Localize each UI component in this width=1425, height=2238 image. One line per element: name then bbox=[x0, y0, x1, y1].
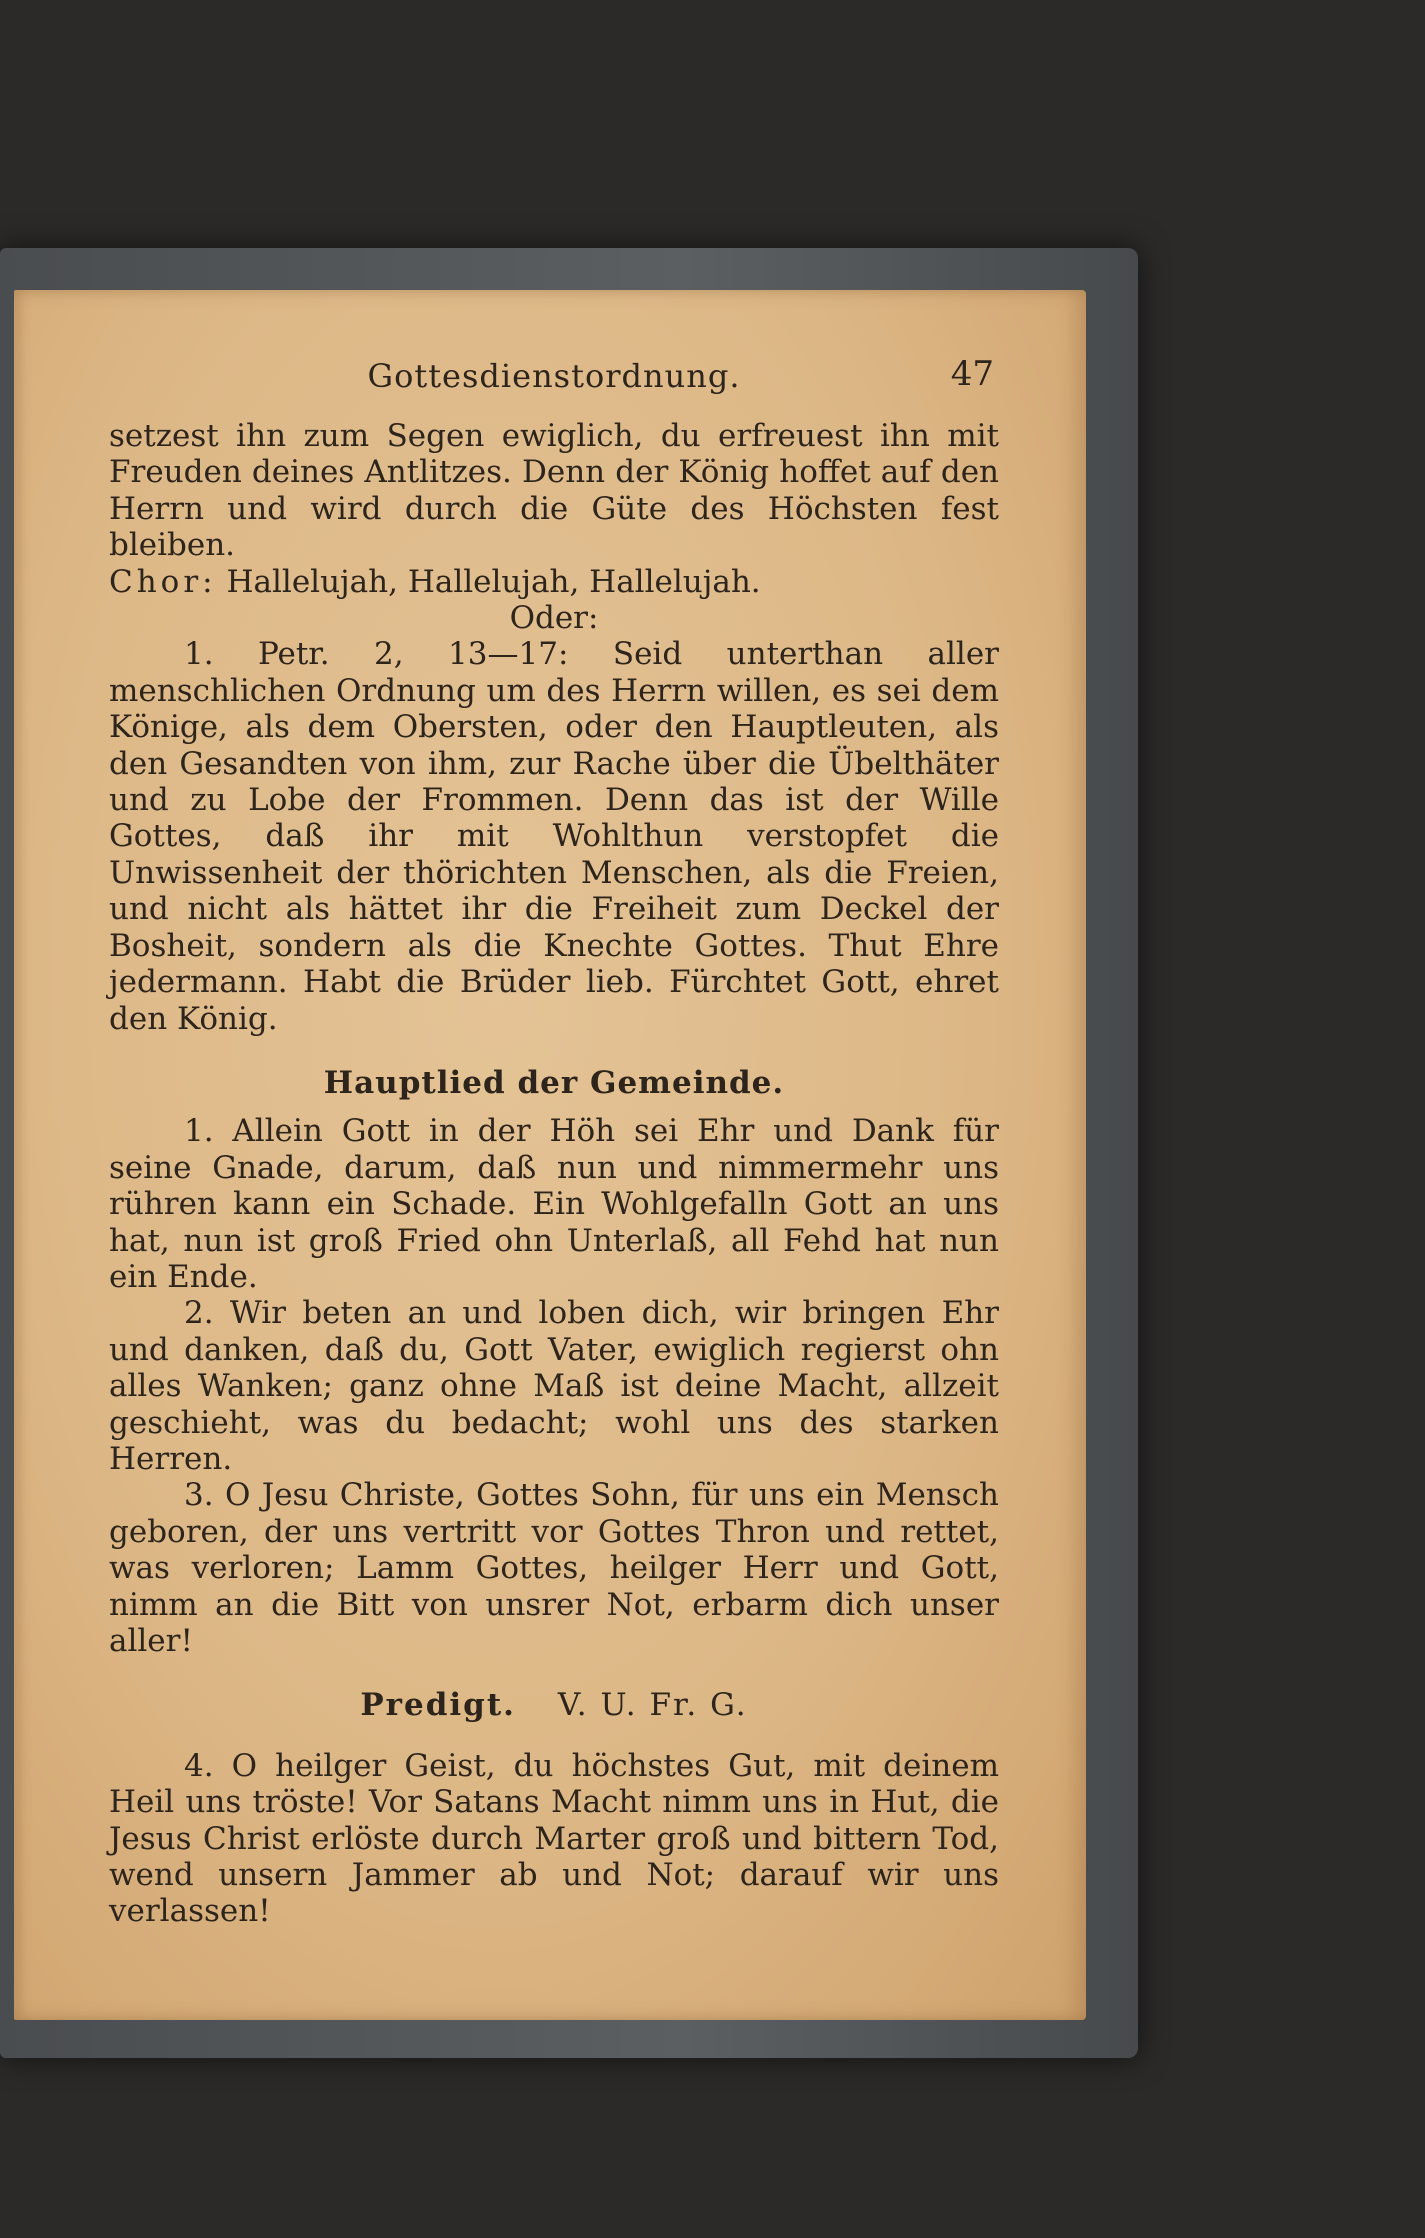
chor-line bbox=[109, 564, 999, 600]
running-title: Gottesdienstordnung. bbox=[367, 357, 741, 395]
hymn-verse-3: 3. O Jesu Christe, Gottes Sohn, für uns ein Mensch geboren, der uns vertritt vor Gottes Thron und rettet, was verloren; Lamm Gottes, heilger Herr und Gott, nimm an die Bitt von unsrer Not, erbarm dich unser aller! bbox=[109, 1477, 999, 1659]
hymn-verse-4: 4. O heilger Geist, du höchstes Gut, mit deinem Heil uns tröste! Vor Satans Macht nimm uns in Hut, die Jesus Christ erlöste durch Marter groß und bittern Tod, wend unsern Jammer ab und Not; darauf wir uns verlassen! bbox=[109, 1747, 999, 1930]
book-page bbox=[14, 290, 1086, 2020]
hymn-title: Hauptlied der Gemeinde. bbox=[323, 1064, 785, 1101]
paragraph-antlitz: setzest ihn zum Segen ewiglich, du erfreuest ihn mit Freuden deines Antlitzes. Denn der König hoffet auf den Herrn und wird durch die Güte des Höchsten fest bleiben. bbox=[109, 418, 999, 564]
chor-text: Hallelujah, Hallelujah, Hallelujah. bbox=[226, 563, 761, 600]
hymn-verse-2: 2. Wir beten an und loben dich, wir bringen Ehr und danken, daß du, Gott Vater, ewiglich regierst ohn alles Wanken; ganz ohne Maß ist deine Macht, allzeit geschieht, was du bedacht; wohl uns des starken Herren. bbox=[109, 1295, 999, 1477]
body-text bbox=[109, 418, 999, 1930]
predigt-label: Predigt. bbox=[360, 1687, 516, 1724]
chor-label: Chor: bbox=[109, 563, 217, 600]
predigt-abbrev: V. U. Fr. G. bbox=[557, 1687, 748, 1724]
oder-line: Oder: bbox=[509, 600, 599, 637]
page-content bbox=[109, 352, 999, 1930]
hymn-verse-1: 1. Allein Gott in der Höh sei Ehr und Dank für seine Gnade, darum, daß nun und nimmermehr uns rühren kann ein Schade. Ein Wohlgefalln Gott an uns hat, nun ist groß Fried ohn Unterlaß, all Fehd hat nun ein Ende. bbox=[109, 1113, 999, 1295]
page-header bbox=[109, 352, 999, 412]
predigt-line bbox=[109, 1687, 999, 1723]
page-number: 47 bbox=[950, 354, 994, 394]
petrus-reading: 1. Petr. 2, 13—17: Seid unterthan aller menschlichen Ordnung um des Herrn willen, es sei dem Könige, als dem Obersten, oder den Hauptleuten, als den Gesandten von ihm, zur Rache über die Übelthäter und zu Lobe der Frommen. Denn das ist der Wille Gottes, daß ihr mit Wohlthun verstopfet die Unwissenheit der thörichten Menschen, als die Freien, und nicht als hättet ihr die Freiheit zum Deckel der Bosheit, sondern als die Knechte Gottes. Thut Ehre jedermann. Habt die Brüder lieb. Fürchtet Gott, ehret den König. bbox=[109, 636, 999, 1037]
